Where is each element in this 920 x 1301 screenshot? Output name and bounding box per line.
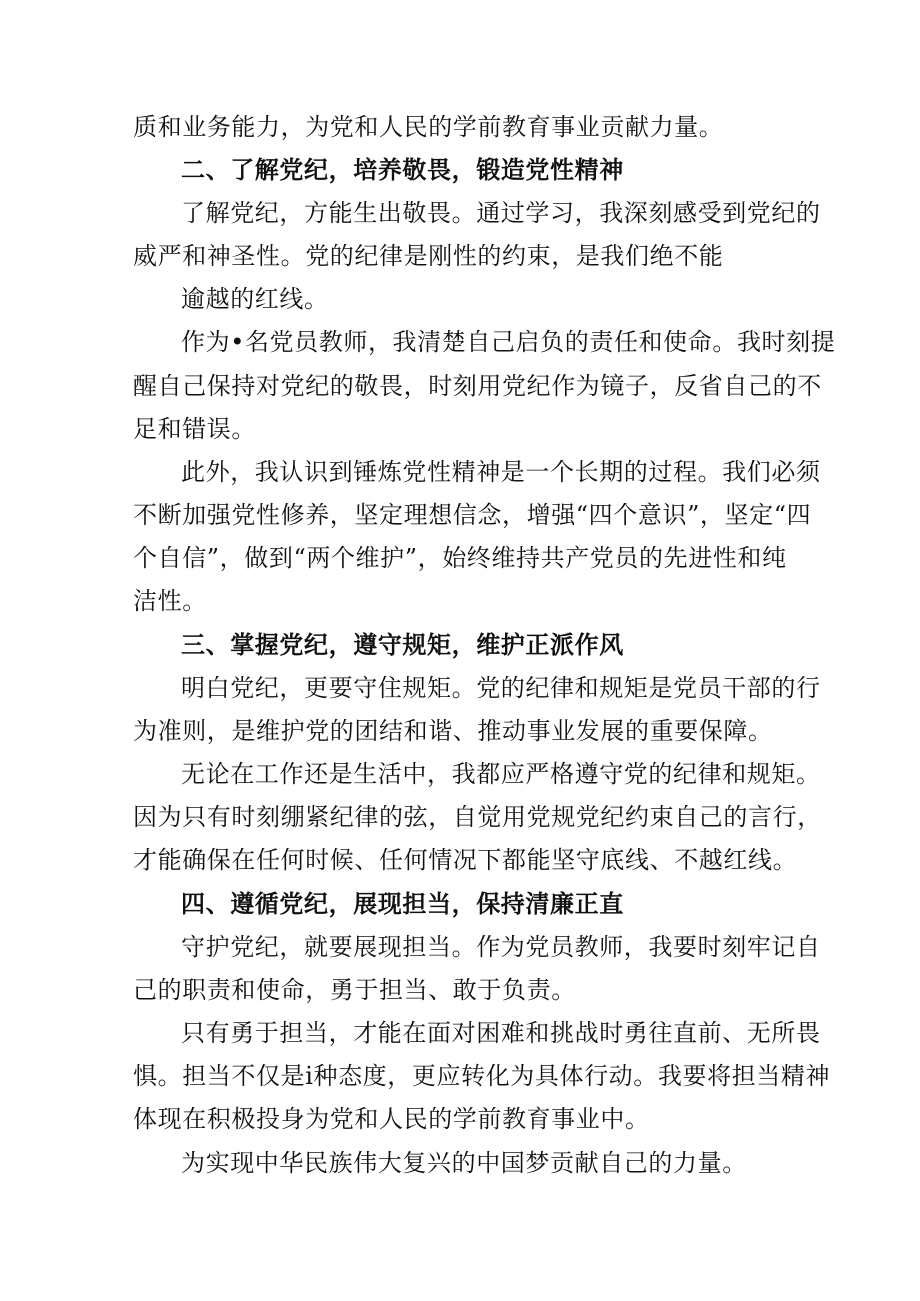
text-line: 为实现中华民族伟大复兴的中国梦贡献自己的力量。 [181, 1149, 747, 1177]
text-line: 醒自己保持对党纪的敬畏，时刻用党纪作为镜子，反省自己的不 [133, 372, 822, 400]
text-line: 此外，我认识到锤炼党性精神是一个长期的过程。我们必须 [181, 458, 821, 486]
text-line: 惧。担当不仅是i种态度，更应转化为具体行动。我要将担当精神 [133, 1062, 831, 1090]
text-line: 质和业务能力，为党和人民的学前教育事业贡献力量。 [133, 113, 724, 141]
text-line: 为准则，是维护党的团结和谐、推动事业发展的重要保障。 [133, 717, 773, 745]
text-line: 才能确保在任何时候、任何情况下都能坚守底线、不越红线。 [133, 846, 798, 874]
text-line: 无论在工作还是生活中，我都应严格遵守党的纪律和规矩。 [181, 760, 821, 788]
text-line: 洁性。 [133, 587, 207, 615]
section-heading-3: 三、掌握党纪，遵守规矩，维护正派作风 [181, 630, 624, 659]
section-heading-4: 四、遵循党纪，展现担当，保持清廉正直 [181, 889, 624, 918]
text-line: 不断加强党性修养，坚定理想信念，增强“四个意识”，坚定“四 [133, 501, 812, 529]
text-line: 只有勇于担当，才能在面对困难和挑战时勇往直前、无所畏 [181, 1019, 821, 1047]
text-line: 体现在积极投身为党和人民的学前教育事业中。 [133, 1105, 650, 1133]
section-heading-2: 二、了解党纪，培养敬畏，锻造党性精神 [181, 155, 624, 184]
text-line: 个自信”，做到“两个维护”，始终维持共产党员的先进性和纯 [133, 544, 787, 572]
text-line: 作为•名党员教师，我清楚自己启负的责任和使命。我时刻提 [181, 328, 836, 356]
text-line: 己的职责和使命，勇于担当、敢于负责。 [133, 976, 576, 1004]
text-line: 守护党纪，就要展现担当。作为党员教师，我要时刻牢记自 [181, 933, 821, 961]
text-line: 足和错误。 [133, 415, 256, 443]
text-line: 威严和神圣性。党的纪律是刚性的约束，是我们绝不能 [133, 242, 724, 270]
text-line: 因为只有时刻绷紧纪律的弦，自觉用党规党纪约束自己的言行， [133, 803, 822, 831]
text-line: 明白党纪，更要守住规矩。党的纪律和规矩是党员干部的行 [181, 674, 821, 702]
text-line: 了解党纪，方能生出敬畏。通过学习，我深刻感受到党纪的 [181, 199, 821, 227]
text-line: 逾越的红线。 [181, 285, 329, 313]
